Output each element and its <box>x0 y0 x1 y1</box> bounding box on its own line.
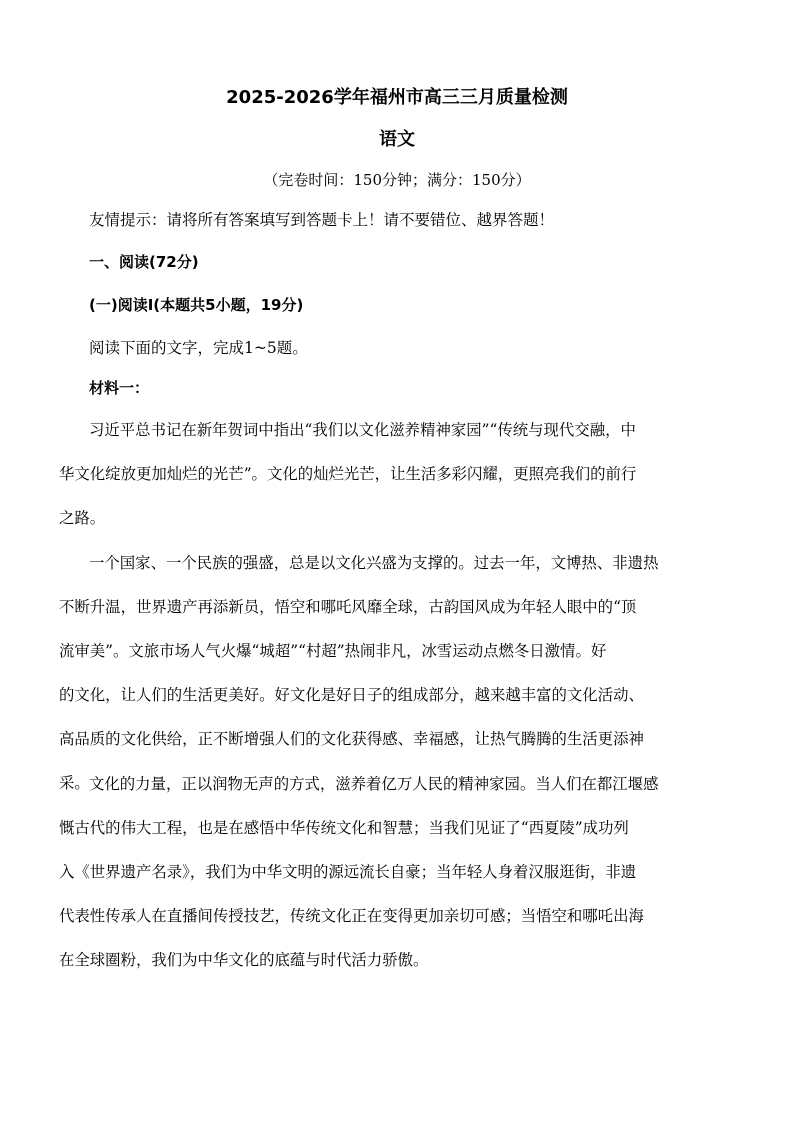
material-label: 材料一： <box>89 379 150 397</box>
paragraph-line: 慨古代的伟大工程，也是在感悟中华传统文化和智慧；当我们见证了“西夏陵”成功列 <box>59 819 629 837</box>
reading-instruction: 阅读下面的文字，完成1~5题。 <box>89 339 308 357</box>
paragraph-line: 在全球圈粉，我们为中华文化的底蕴与时代活力骄傲。 <box>59 951 429 969</box>
subsection-heading: (一)阅读Ⅰ(本题共5小题，19分) <box>89 296 304 314</box>
subject-title: 语文 <box>379 129 415 150</box>
paragraph-line: 入《世界遗产名录》，我们为中华文明的源远流长自豪；当年轻人身着汉服逛街，非遗 <box>59 863 637 881</box>
paragraph-line: 习近平总书记在新年贺词中指出“我们以文化滋养精神家园”“传统与现代交融，中 <box>89 421 636 439</box>
paragraph-line: 华文化绽放更加灿烂的光芒”。文化的灿烂光芒，让生活多彩闪耀，更照亮我们的前行 <box>59 465 637 483</box>
paragraph-1 <box>59 408 739 540</box>
paragraph-3 <box>59 762 739 982</box>
paragraph-line: 流审美”。文旅市场人气火爆“城超”“村超”热闹非凡，冰雪运动点燃冬日激情。好 <box>59 642 607 660</box>
paragraph-line: 高品质的文化供给，正不断增强人们的文化获得感、幸福感，让热气腾腾的生活更添神 <box>59 730 644 748</box>
paragraph-line: 采。 <box>59 774 90 792</box>
paragraph-line: 文化的力量，正以润物无声的方式，滋养着亿万人民的精神家园。当人们在都江堰感 <box>89 775 659 793</box>
section-heading: 一、阅读(72分) <box>89 253 199 271</box>
exam-title: 2025-2026学年福州市高三三月质量检测 <box>226 87 568 108</box>
paragraph-line: 代表性传承人在直播间传授技艺，传统文化正在变得更加亲切可感；当悟空和哪吒出海 <box>59 907 644 925</box>
paragraph-line: 一个国家、一个民族的强盛，总是以文化兴盛为支撑的。过去一年，文博热、非遗热 <box>89 554 659 572</box>
paragraph-line: 不断升温，世界遗产再添新员，悟空和哪吒风靡全球，古韵国风成为年轻人眼中的“顶 <box>59 598 637 616</box>
friendly-tip: 友情提示：请将所有答案填写到答题卡上！请不要错位、越界答题！ <box>89 211 555 229</box>
paragraph-line: 的文化，让人们的生活更美好。好文化是好日子的组成部分，越来越丰富的文化活动、 <box>59 686 644 704</box>
time-info: （完卷时间：150分钟；满分：150分） <box>263 171 531 189</box>
paragraph-line: 之路。 <box>59 509 106 527</box>
